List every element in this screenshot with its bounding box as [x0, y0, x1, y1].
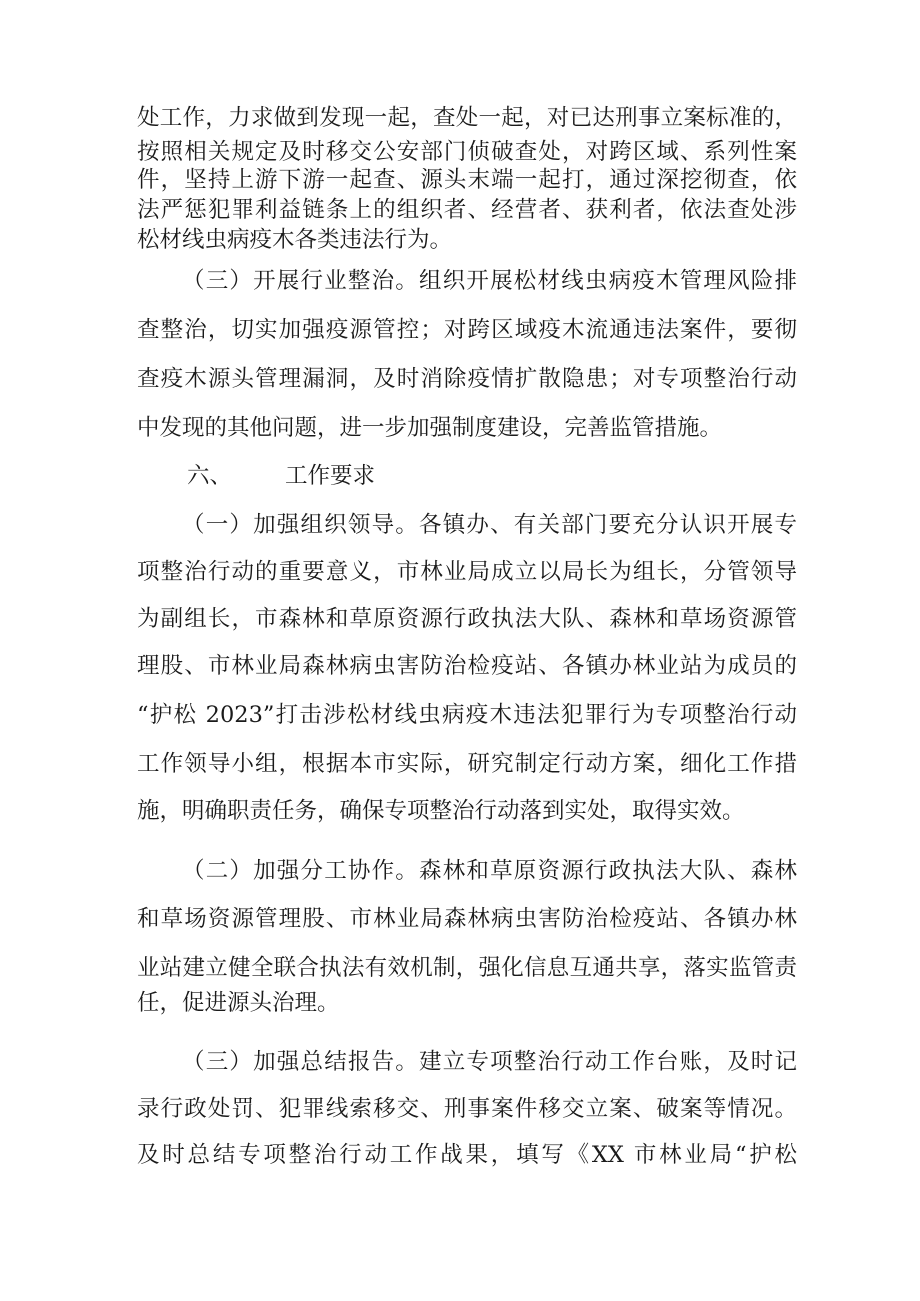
paragraph-line: 法严惩犯罪利益链条上的组织者、经营者、获利者，依法查处涉	[137, 197, 797, 223]
paragraph-line: 业站建立健全联合执法有效机制，强化信息互通共享，落实监管责	[137, 955, 797, 981]
paragraph-line: 处工作，力求做到发现一起，查处一起，对已达刑事立案标准的，	[137, 105, 797, 131]
paragraph-line: （三）开展行业整治。组织开展松材线虫病疫木管理风险排	[182, 268, 797, 294]
paragraph-line: （三）加强总结报告。建立专项整治行动工作台账，及时记	[182, 1049, 797, 1075]
paragraph-line: 项整治行动的重要意义，市林业局成立以局长为组长，分管领导	[137, 559, 797, 585]
paragraph-line: 工作领导小组，根据本市实际，研究制定行动方案，细化工作措	[137, 751, 797, 777]
paragraph-line: “护松 2023”打击涉松材线虫病疫木违法犯罪行为专项整治行动	[137, 702, 797, 728]
paragraph-line: 为副组长，市森林和草原资源行政执法大队、森林和草场资源管	[137, 606, 797, 632]
paragraph-line: 任，促进源头治理。	[137, 990, 340, 1016]
paragraph-line: 按照相关规定及时移交公安部门侦破查处，对跨区域、系列性案	[137, 139, 797, 165]
paragraph-line: 和草场资源管理股、市林业局森林病虫害防治检疫站、各镇办林	[137, 906, 797, 932]
paragraph-line: 中发现的其他问题，进一步加强制度建设，完善监管措施。	[137, 415, 723, 441]
paragraph-line: 理股、市林业局森林病虫害防治检疫站、各镇办林业站为成员的	[137, 653, 797, 679]
paragraph-line: 松材线虫病疫木各类违法行为。	[137, 227, 453, 253]
paragraph-line: （二）加强分工协作。森林和草原资源行政执法大队、森林	[182, 858, 797, 884]
paragraph-line: （一）加强组织领导。各镇办、有关部门要充分认识开展专	[182, 512, 797, 538]
paragraph-line: 施，明确职责任务，确保专项整治行动落到实处，取得实效。	[137, 798, 745, 824]
paragraph-line: 及时总结专项整治行动工作战果，填写《XX 市林业局“护松	[137, 1142, 797, 1168]
paragraph-line: 件，坚持上游下游一起查、源头末端一起打，通过深挖彻查，依	[137, 167, 797, 193]
paragraph-line: 查疫木源头管理漏洞，及时消除疫情扩散隐患；对专项整治行动	[137, 366, 797, 392]
section-number: 六、	[187, 463, 233, 489]
paragraph-line: 查整治，切实加强疫源管控；对跨区域疫木流通违法案件，要彻	[137, 317, 797, 343]
section-title: 工作要求	[285, 463, 376, 489]
paragraph-line: 录行政处罚、犯罪线索移交、刑事案件移交立案、破案等情况。	[137, 1096, 797, 1122]
